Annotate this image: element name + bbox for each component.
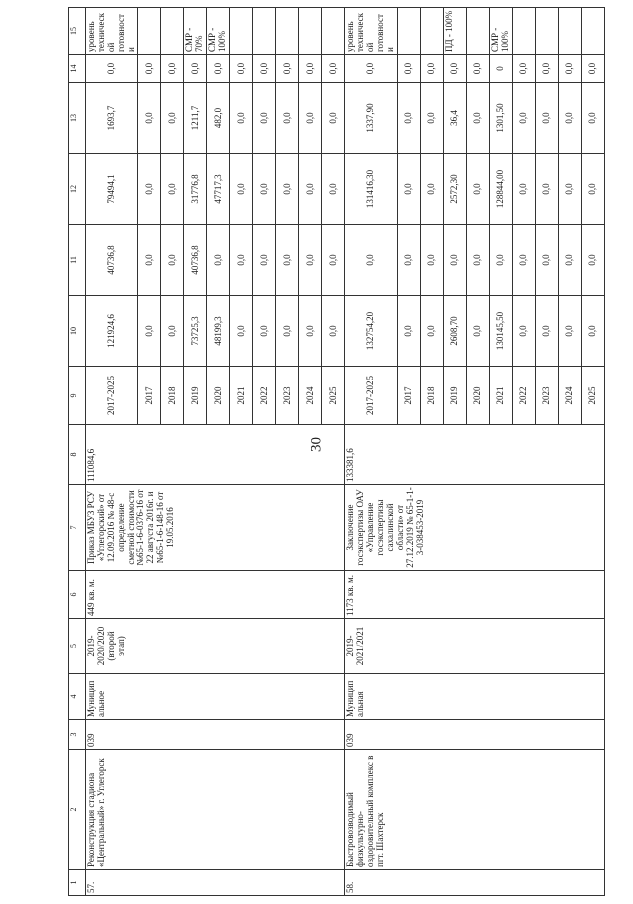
year-other: 0,0 xyxy=(299,55,322,83)
year-mun: 0,0 xyxy=(299,83,322,154)
year-reg: 0,0 xyxy=(161,154,184,225)
year-total: 0,0 xyxy=(299,296,322,367)
header-cell: 13 xyxy=(69,83,86,154)
year-note: ПД - 100% xyxy=(443,8,466,55)
year-mun: 482,0 xyxy=(207,83,230,154)
year-total: 73725,3 xyxy=(184,296,207,367)
project-name: Реконструкция стадиона «Центральный» г. Углегорск xyxy=(86,750,345,870)
year-reg: 128844,00 xyxy=(489,154,512,225)
year-note xyxy=(420,8,443,55)
header-cell: 1 xyxy=(69,870,86,896)
header-cell: 9 xyxy=(69,367,86,425)
year-cell: 2019 xyxy=(184,367,207,425)
year-cell: 2022 xyxy=(253,367,276,425)
year-mun: 0,0 xyxy=(230,83,253,154)
year-note xyxy=(138,8,161,55)
header-cell: 3 xyxy=(69,720,86,750)
year-other: 0,0 xyxy=(512,55,535,83)
header-cell: 11 xyxy=(69,225,86,296)
year-cell: 2022 xyxy=(512,367,535,425)
project-name: Быстровозводимый физкультурно-оздоровительный комплекс в пгт. Шахтерск xyxy=(345,750,604,870)
year-other: 0,0 xyxy=(276,55,299,83)
year-fed: 0,0 xyxy=(253,225,276,296)
main-mun: 1337,90 xyxy=(345,83,397,154)
year-mun: 36,4 xyxy=(443,83,466,154)
year-reg: 0,0 xyxy=(581,154,604,225)
year-reg: 2572,30 xyxy=(443,154,466,225)
year-fed: 0,0 xyxy=(558,225,581,296)
year-total: 0,0 xyxy=(161,296,184,367)
year-other: 0,0 xyxy=(184,55,207,83)
year-cell: 2024 xyxy=(299,367,322,425)
main-fed: 0,0 xyxy=(345,225,397,296)
project-capacity: 449 кв. м. xyxy=(86,571,345,619)
year-mun: 1211,7 xyxy=(184,83,207,154)
year-fed: 0,0 xyxy=(397,225,420,296)
year-reg: 31776,8 xyxy=(184,154,207,225)
project-cost: 111084,6 xyxy=(86,425,345,485)
header-row xyxy=(69,8,86,896)
year-note: СМР - 100% xyxy=(489,8,512,55)
year-other: 0,0 xyxy=(161,55,184,83)
year-fed: 0,0 xyxy=(443,225,466,296)
main-note: уровень технической готовности xyxy=(345,8,397,55)
main-fed: 40736,8 xyxy=(86,225,138,296)
year-fed: 0,0 xyxy=(420,225,443,296)
year-reg: 0,0 xyxy=(466,154,489,225)
year-other: 0 xyxy=(489,55,512,83)
year-other: 0,0 xyxy=(207,55,230,83)
year-other: 0,0 xyxy=(558,55,581,83)
year-other: 0,0 xyxy=(535,55,558,83)
year-reg: 0,0 xyxy=(253,154,276,225)
year-other: 0,0 xyxy=(138,55,161,83)
project-period: 2019-2021/2021 xyxy=(345,619,604,674)
year-cell: 2018 xyxy=(161,367,184,425)
year-mun: 0,0 xyxy=(512,83,535,154)
year-fed: 0,0 xyxy=(161,225,184,296)
year-reg: 0,0 xyxy=(535,154,558,225)
year-mun: 1301,50 xyxy=(489,83,512,154)
main-reg: 131416,30 xyxy=(345,154,397,225)
year-note: СМР - 70% xyxy=(184,8,207,55)
page-number: 30 xyxy=(308,437,325,452)
year-mun: 0,0 xyxy=(276,83,299,154)
year-total: 0,0 xyxy=(322,296,345,367)
year-note xyxy=(161,8,184,55)
year-other: 0,0 xyxy=(230,55,253,83)
year-fed: 0,0 xyxy=(466,225,489,296)
year-total: 0,0 xyxy=(558,296,581,367)
project-number: 58. xyxy=(345,870,604,896)
main-reg: 79494,1 xyxy=(86,154,138,225)
year-reg: 0,0 xyxy=(276,154,299,225)
year-cell: 2021 xyxy=(230,367,253,425)
year-fed: 0,0 xyxy=(230,225,253,296)
year-mun: 0,0 xyxy=(466,83,489,154)
year-reg: 0,0 xyxy=(299,154,322,225)
year-fed: 0,0 xyxy=(512,225,535,296)
year-mun: 0,0 xyxy=(138,83,161,154)
year-mun: 0,0 xyxy=(397,83,420,154)
year-total: 2608,70 xyxy=(443,296,466,367)
year-other: 0,0 xyxy=(322,55,345,83)
header-cell: 8 xyxy=(69,425,86,485)
year-mun: 0,0 xyxy=(161,83,184,154)
main-total: 121924,6 xyxy=(86,296,138,367)
header-cell: 14 xyxy=(69,55,86,83)
year-other: 0,0 xyxy=(581,55,604,83)
year-cell: 2021 xyxy=(489,367,512,425)
project-main-row xyxy=(86,8,138,896)
year-total: 0,0 xyxy=(276,296,299,367)
year-note xyxy=(276,8,299,55)
year-fed: 0,0 xyxy=(276,225,299,296)
year-note xyxy=(512,8,535,55)
main-other: 0,0 xyxy=(86,55,138,83)
investment-projects-table xyxy=(68,7,605,896)
year-note xyxy=(253,8,276,55)
year-fed: 0,0 xyxy=(581,225,604,296)
year-cell: 2020 xyxy=(207,367,230,425)
year-total: 0,0 xyxy=(138,296,161,367)
year-fed: 40736,8 xyxy=(184,225,207,296)
year-total: 0,0 xyxy=(397,296,420,367)
year-note xyxy=(230,8,253,55)
period-range: 2017-2025 xyxy=(345,367,397,425)
project-code: 039 xyxy=(345,720,604,750)
year-total: 130145,50 xyxy=(489,296,512,367)
year-fed: 0,0 xyxy=(138,225,161,296)
year-other: 0,0 xyxy=(253,55,276,83)
project-number: 57. xyxy=(86,870,345,896)
year-note xyxy=(397,8,420,55)
year-cell: 2017 xyxy=(397,367,420,425)
year-cell: 2018 xyxy=(420,367,443,425)
main-note: уровень технической готовности xyxy=(86,8,138,55)
year-mun: 0,0 xyxy=(581,83,604,154)
project-main-row xyxy=(345,8,397,896)
year-cell: 2020 xyxy=(466,367,489,425)
year-note: СМР - 100% xyxy=(207,8,230,55)
year-note xyxy=(535,8,558,55)
project-document: Заключение госэкспертизы ОАУ «Управление госэкспертизы сахалинской области» от 27.12.2019 № 65-1-1-3-038453-2019 xyxy=(345,485,604,571)
year-total: 0,0 xyxy=(466,296,489,367)
year-note xyxy=(581,8,604,55)
year-mun: 0,0 xyxy=(253,83,276,154)
year-cell: 2025 xyxy=(581,367,604,425)
header-cell: 15 xyxy=(69,8,86,55)
project-cost: 133381,6 xyxy=(345,425,604,485)
year-cell: 2019 xyxy=(443,367,466,425)
header-cell: 5 xyxy=(69,619,86,674)
year-fed: 0,0 xyxy=(535,225,558,296)
year-note xyxy=(322,8,345,55)
rotated-table-sheet xyxy=(68,8,597,896)
year-fed: 0,0 xyxy=(207,225,230,296)
year-reg: 0,0 xyxy=(230,154,253,225)
year-mun: 0,0 xyxy=(535,83,558,154)
year-cell: 2024 xyxy=(558,367,581,425)
year-other: 0,0 xyxy=(466,55,489,83)
project-ownership: Муницип альная xyxy=(345,674,604,720)
year-fed: 0,0 xyxy=(489,225,512,296)
table-rotation-frame xyxy=(68,8,597,896)
year-total: 0,0 xyxy=(230,296,253,367)
year-fed: 0,0 xyxy=(299,225,322,296)
year-total: 0,0 xyxy=(581,296,604,367)
year-reg: 0,0 xyxy=(397,154,420,225)
project-ownership: Муницип альное xyxy=(86,674,345,720)
year-total: 48199,3 xyxy=(207,296,230,367)
year-cell: 2025 xyxy=(322,367,345,425)
year-total: 0,0 xyxy=(535,296,558,367)
year-other: 0,0 xyxy=(420,55,443,83)
header-cell: 2 xyxy=(69,750,86,870)
year-reg: 47717,3 xyxy=(207,154,230,225)
project-capacity: 1173 кв. м. xyxy=(345,571,604,619)
header-cell: 6 xyxy=(69,571,86,619)
year-mun: 0,0 xyxy=(420,83,443,154)
year-reg: 0,0 xyxy=(322,154,345,225)
year-other: 0,0 xyxy=(443,55,466,83)
year-mun: 0,0 xyxy=(322,83,345,154)
main-other: 0,0 xyxy=(345,55,397,83)
main-total: 132754,20 xyxy=(345,296,397,367)
year-cell: 2023 xyxy=(535,367,558,425)
header-cell: 4 xyxy=(69,674,86,720)
year-note xyxy=(466,8,489,55)
year-reg: 0,0 xyxy=(420,154,443,225)
year-total: 0,0 xyxy=(420,296,443,367)
year-fed: 0,0 xyxy=(322,225,345,296)
year-note xyxy=(558,8,581,55)
year-note xyxy=(299,8,322,55)
project-document: Приказ МБУЗ РСУ «Углегорский» от 12.09.2016 № 48-с определение сметной стоимости №65-1-6-0376-16 от 22 августа 2016г. и №65-1-6-148-16 от 19.05.2016 xyxy=(86,485,345,571)
year-reg: 0,0 xyxy=(138,154,161,225)
project-period: 2019-2020/2020 (второй этап) xyxy=(86,619,345,674)
year-other: 0,0 xyxy=(397,55,420,83)
year-cell: 2017 xyxy=(138,367,161,425)
period-range: 2017-2025 xyxy=(86,367,138,425)
project-code: 039 xyxy=(86,720,345,750)
year-reg: 0,0 xyxy=(558,154,581,225)
year-mun: 0,0 xyxy=(558,83,581,154)
year-reg: 0,0 xyxy=(512,154,535,225)
main-mun: 1693,7 xyxy=(86,83,138,154)
header-cell: 10 xyxy=(69,296,86,367)
header-cell: 12 xyxy=(69,154,86,225)
header-cell: 7 xyxy=(69,485,86,571)
year-total: 0,0 xyxy=(253,296,276,367)
year-cell: 2023 xyxy=(276,367,299,425)
year-total: 0,0 xyxy=(512,296,535,367)
